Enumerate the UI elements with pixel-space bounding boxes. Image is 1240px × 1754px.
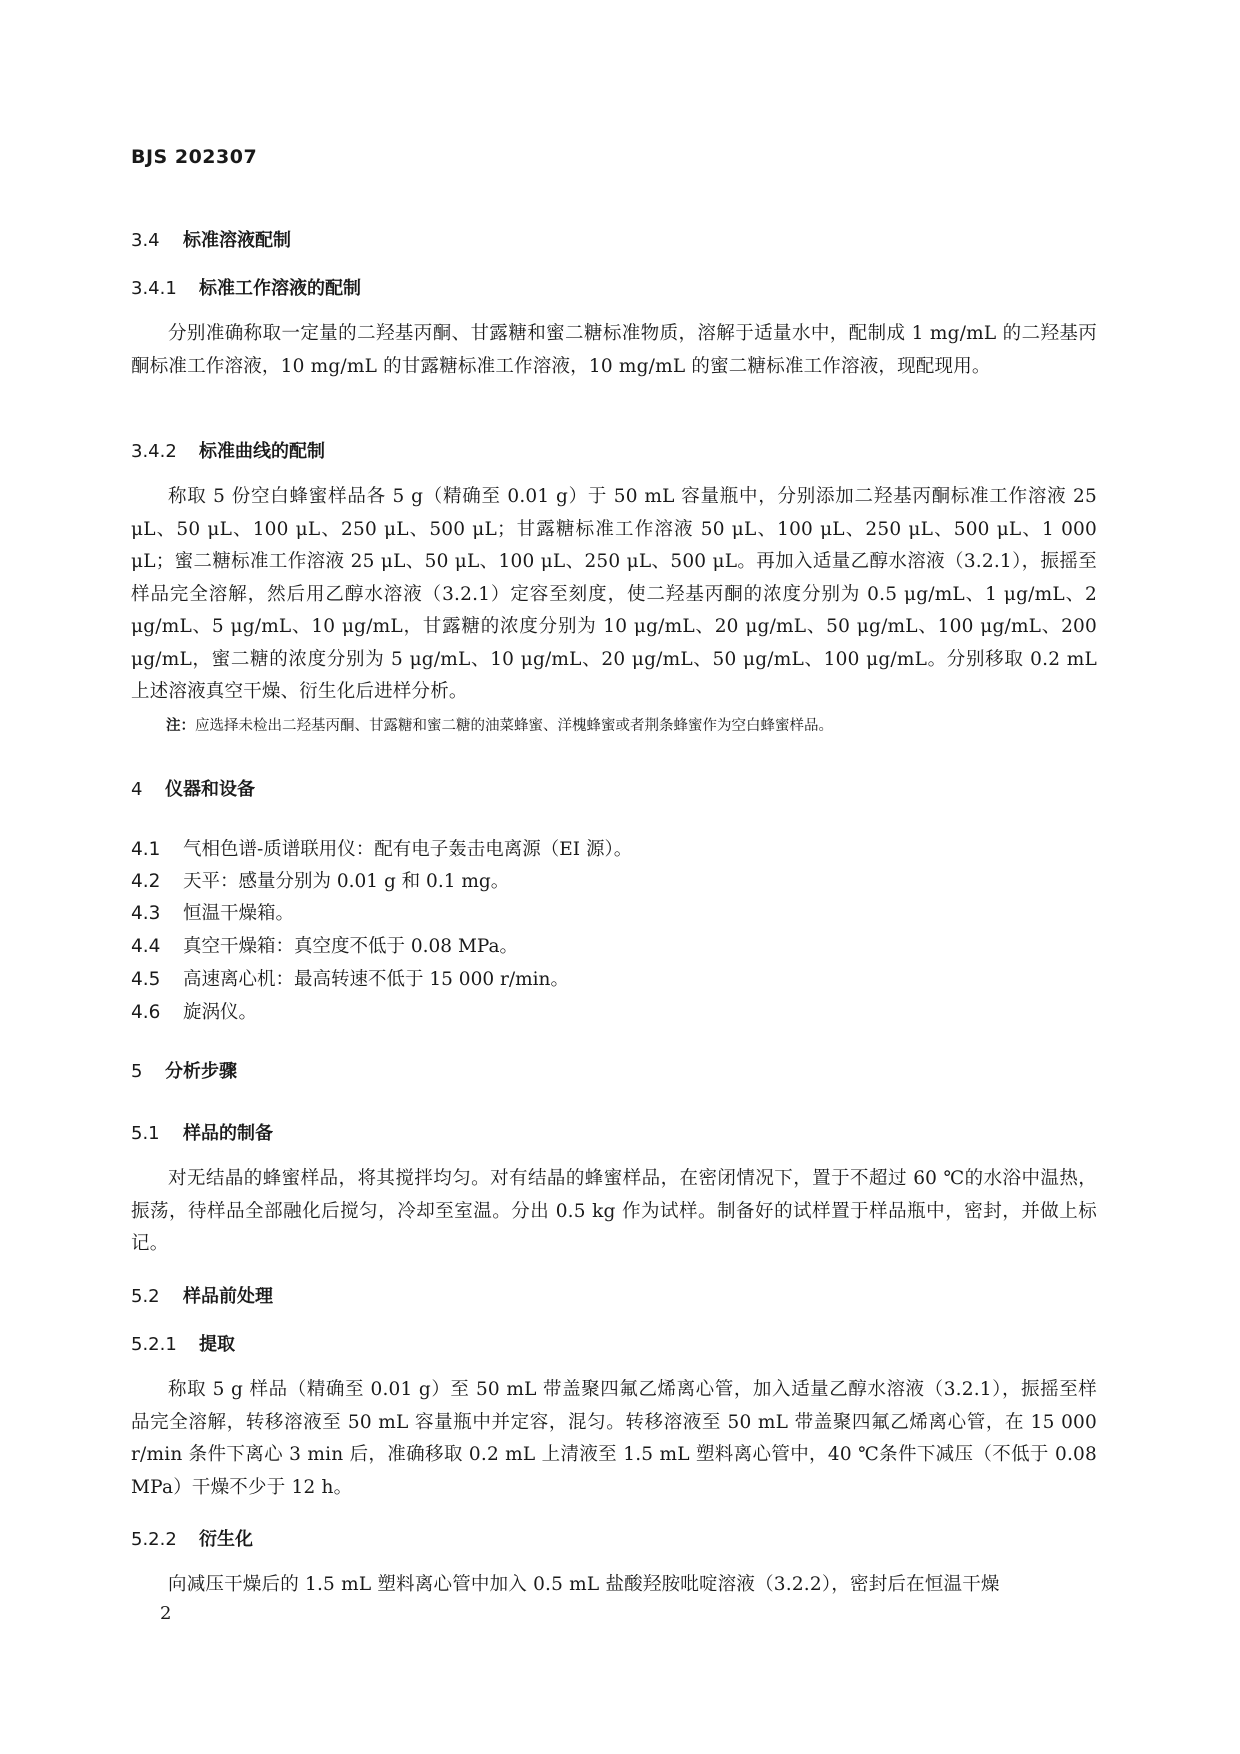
note — [166, 715, 1096, 737]
item-text: 旋涡仪。 — [183, 1002, 258, 1023]
list-item — [131, 932, 518, 958]
document-code: BJS 202307 — [131, 146, 258, 168]
section-title: 标准工作溶液的配制 — [199, 278, 361, 299]
paragraph-derivatization: 向减压干燥后的 1.5 mL 塑料离心管中加入 0.5 mL 盐酸羟胺吡啶溶液（3.2.2），密封后在恒温干燥 — [168, 1574, 1000, 1595]
section-number: 4 — [131, 779, 143, 800]
section-title: 仪器和设备 — [165, 779, 255, 800]
section-heading-5-1 — [131, 1119, 273, 1145]
list-item — [131, 835, 632, 861]
section-title: 衍生化 — [199, 1529, 253, 1550]
list-item — [131, 998, 257, 1024]
item-text: 高速离心机：最高转速不低于 15 000 r/min。 — [183, 969, 569, 990]
section-title: 标准溶液配制 — [183, 230, 291, 251]
item-number: 4.1 — [131, 839, 161, 860]
item-number: 4.6 — [131, 1002, 161, 1023]
section-heading-5-2-1 — [131, 1330, 235, 1356]
section-heading-3-4 — [131, 226, 291, 252]
item-text: 恒温干燥箱。 — [183, 903, 295, 924]
section-title: 样品前处理 — [183, 1286, 273, 1307]
list-item — [131, 867, 509, 893]
section-number: 3.4.2 — [131, 441, 177, 462]
section-number: 5.1 — [131, 1123, 160, 1144]
section-number: 5.2 — [131, 1286, 160, 1307]
item-text: 天平：感量分别为 0.01 g 和 0.1 mg。 — [183, 871, 510, 892]
item-number: 4.3 — [131, 903, 161, 924]
item-text: 气相色谱-质谱联用仪：配有电子轰击电离源（EI 源）。 — [183, 839, 633, 860]
item-number: 4.2 — [131, 871, 161, 892]
item-text: 真空干燥箱：真空度不低于 0.08 MPa。 — [183, 936, 519, 957]
section-heading-3-4-2 — [131, 437, 325, 463]
paragraph-standard-curve: 称取 5 份空白蜂蜜样品各 5 g（精确至 0.01 g）于 50 mL 容量瓶中，分别添加二羟基丙酮标准工作溶液 25 μL、50 μL、100 μL、250 μL、500 μL；甘露糖标准工作溶液 50 μL、100 μL、250 μL、500 μL、1 000 μL；蜜二糖标准工作溶液 25 μL、50 μL、100 μL、250 μL、500 μL。再加入适量乙醇水溶液（3.2.1），振摇至样品完全溶解，然后用乙醇水溶液（3.2.1）定容至刻度，使二羟基丙酮的浓度分别为 0.5 μg/mL、1 μg/mL、2 μg/mL、5 μg/mL、10 μg/mL，甘露糖的浓度分别为 10 μg/mL、20 μg/mL、50 μg/mL、100 μg/mL、200 μg/mL，蜜二糖的浓度分别为 5 μg/mL、10 μg/mL、20 μg/mL、50 μg/mL、100 μg/mL。分别移取 0.2 mL 上述溶液真空干燥、衍生化后进样分析。 — [131, 486, 1097, 702]
paragraph-extraction: 称取 5 g 样品（精确至 0.01 g）至 50 mL 带盖聚四氟乙烯离心管，加入适量乙醇水溶液（3.2.1），振摇至样品完全溶解，转移溶液至 50 mL 容量瓶中并定容，混匀。转移溶液至 50 mL 带盖聚四氟乙烯离心管，在 15 000 r/min 条件下离心 3 min 后，准确移取 0.2 mL 上清液至 1.5 mL 塑料离心管中，40 ℃条件下减压（不低于 0.08 MPa）干燥不少于 12 h。 — [131, 1379, 1097, 1498]
list-item — [131, 965, 569, 991]
section-heading-5-2-2 — [131, 1525, 253, 1551]
section-number: 3.4 — [131, 230, 160, 251]
item-number: 4.4 — [131, 936, 161, 957]
section-number: 5 — [131, 1061, 143, 1082]
section-title: 分析步骤 — [165, 1061, 237, 1082]
section-title: 标准曲线的配制 — [199, 441, 325, 462]
section-number: 5.2.2 — [131, 1529, 177, 1550]
note-text: 应选择未检出二羟基丙酮、甘露糖和蜜二糖的油菜蜂蜜、洋槐蜂蜜或者荆条蜂蜜作为空白蜂蜜样品。 — [195, 718, 833, 734]
section-heading-5-2 — [131, 1282, 273, 1308]
paragraph-standard-working-solution: 分别准确称取一定量的二羟基丙酮、甘露糖和蜜二糖标准物质，溶解于适量水中，配制成 1 mg/mL 的二羟基丙酮标准工作溶液，10 mg/mL 的甘露糖标准工作溶液，10 mg/mL 的蜜二糖标准工作溶液，现配现用。 — [131, 323, 1097, 377]
item-number: 4.5 — [131, 969, 161, 990]
section-title: 样品的制备 — [183, 1123, 273, 1144]
section-heading-3-4-1 — [131, 274, 361, 300]
paragraph-sample-preparation: 对无结晶的蜂蜜样品，将其搅拌均匀。对有结晶的蜂蜜样品，在密闭情况下，置于不超过 60 ℃的水浴中温热，振荡，待样品全部融化后搅匀，冷却至室温。分出 0.5 kg 作为试样。制备好的试样置于样品瓶中，密封，并做上标记。 — [131, 1168, 1097, 1254]
section-number: 3.4.1 — [131, 278, 177, 299]
note-label: 注： — [166, 718, 195, 734]
section-heading-4 — [131, 775, 255, 801]
section-title: 提取 — [199, 1334, 235, 1355]
section-number: 5.2.1 — [131, 1334, 177, 1355]
section-heading-5 — [131, 1057, 237, 1083]
page-number: 2 — [160, 1603, 172, 1624]
list-item — [131, 899, 294, 925]
